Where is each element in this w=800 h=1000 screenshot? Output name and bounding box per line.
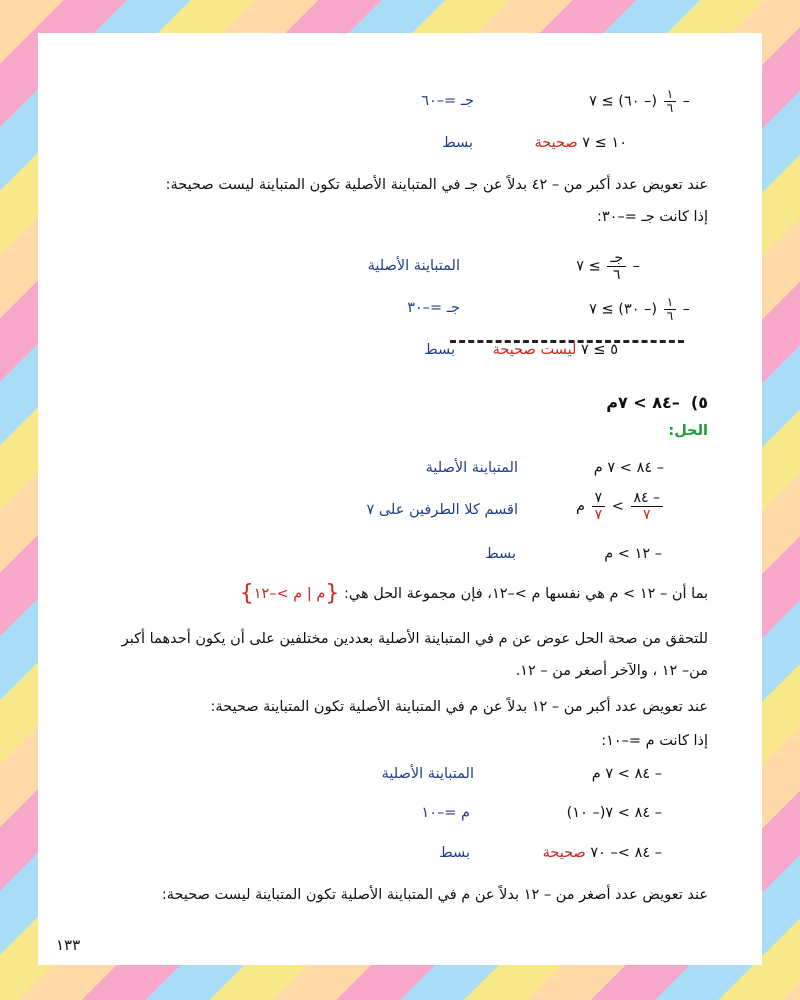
eq-line-5: ٥ ≥ ٧ ليست صحيحة <box>492 342 618 358</box>
fraction: $\frac{١}{٦}$ <box>664 296 676 323</box>
step-note: بسط <box>442 135 473 151</box>
step-note: بسط <box>424 342 455 358</box>
eq-line-4: – $\frac{١}{٦}$ (– ٣٠) ≥ ٧ <box>589 295 690 323</box>
eq-line-3: – $\frac{\text{جـ}}{٦}$ ≥ ٧ <box>576 250 640 283</box>
eq-line-1: – $\frac{١}{٦}$ (– ٦٠) ≥ ٧ <box>589 87 690 115</box>
eq-line-11: – ٨٤ >– ٧٠ صحيحة <box>542 845 662 861</box>
eq-line-9: – ٨٤ > ٧ م <box>591 766 662 782</box>
step-note: بسط <box>485 546 516 562</box>
step-note: المتباينة الأصلية <box>425 460 518 476</box>
paragraph-8: عند تعويض عدد أصغر من – ١٢ بدلاً عن م في المتباينة الأصلية تكون المتباينة ليست صحيحة: <box>161 887 708 903</box>
fraction-right: $\frac{٧}{٧}$ <box>592 490 606 523</box>
question-5: ٥) –٨٤ > ٧م <box>606 393 708 412</box>
paragraph-6: عند تعويض عدد أكبر من – ١٢ بدلاً عن م في المتباينة الأصلية تكون المتباينة صحيحة: <box>210 699 708 715</box>
separator-dashes <box>450 340 684 343</box>
eq-line-6: – ٨٤ > ٧ م <box>593 460 664 476</box>
step-note: اقسم كلا الطرفين على ٧ <box>366 502 518 518</box>
paragraph-2: إذا كانت جـ =–٣٠: <box>596 209 708 225</box>
substitution-note: جـ =–٣٠ <box>407 300 460 316</box>
paragraph-7: إذا كانت م =–١٠: <box>601 733 708 749</box>
eq-line-10: – ٨٤ > ٧(– ١٠) <box>566 805 662 821</box>
fraction: $\frac{١}{٦}$ <box>664 88 676 115</box>
fraction-left: $\frac{- ٨٤}{٧}$ <box>631 490 664 523</box>
paragraph-4: للتحقق من صحة الحل عوض عن م في المتباينة الأصلية بعددين مختلفين على أن يكون أحدهما أكبر <box>121 631 708 647</box>
eq-line-8: – ١٢ > م <box>604 546 662 562</box>
eq-line-7: $\frac{- ٨٤}{٧}$ > $\frac{٧}{٧}$ م <box>576 490 665 523</box>
solution-label: الحل: <box>668 423 708 439</box>
paragraph-5: من– ١٢ ، والآخر أصغر من – ١٢. <box>515 663 708 679</box>
step-note: المتباينة الأصلية <box>381 766 474 782</box>
step-note: بسط <box>439 845 470 861</box>
fraction: $\frac{\text{جـ}}{٦}$ <box>607 250 626 283</box>
paragraph-1: عند تعويض عدد أكبر من – ٤٢ بدلاً عن جـ في المتباينة الأصلية تكون المتباينة ليست صحيحة: <box>165 177 708 193</box>
substitution-note: م =–١٠ <box>421 805 470 821</box>
solution-set: {م | م >–١٢} <box>239 581 340 606</box>
step-note: المتباينة الأصلية <box>367 258 460 274</box>
paragraph-3: بما أن – ١٢ > م هي نفسها م >–١٢، فإن مجموعة الحل هي: {م | م >–١٢} <box>239 581 708 606</box>
substitution-note: جـ =–٦٠ <box>421 93 474 109</box>
page-number: ١٣٣ <box>56 936 81 954</box>
eq-line-2: ١٠ ≥ ٧ صحيحة <box>534 135 627 151</box>
